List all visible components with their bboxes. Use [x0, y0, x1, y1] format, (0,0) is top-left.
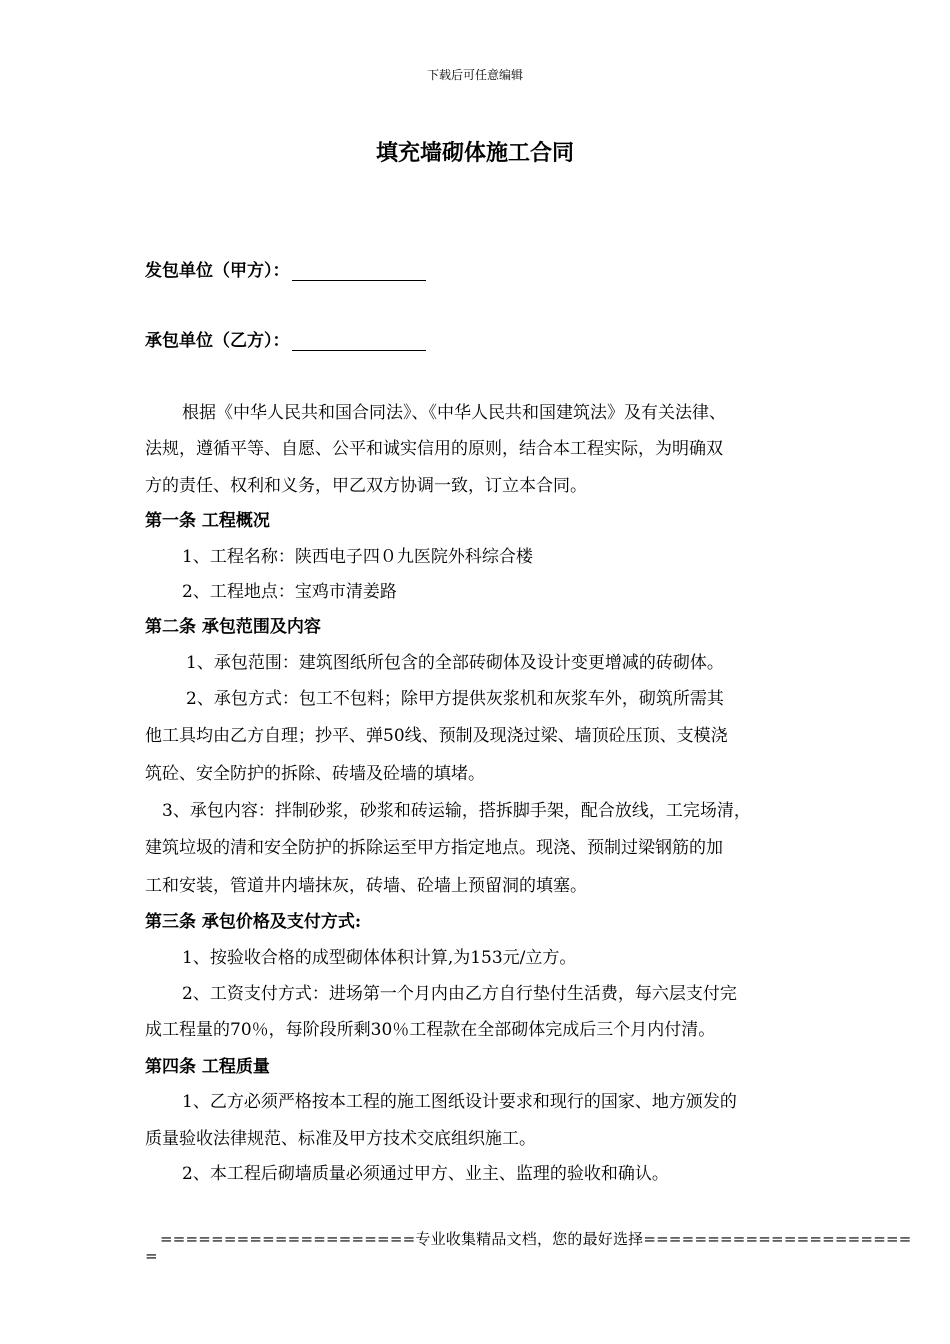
body-line: 2、本工程后砌墙质量必须通过甲方、业主、监理的验收和确认。	[182, 1164, 669, 1184]
body-line: 方的责任、权利和义务，甲乙双方协调一致，订立本合同。	[145, 476, 587, 496]
document-title: 填充墙砌体施工合同	[375, 140, 574, 166]
body-line: 2、工资支付方式：进场第一个月内由乙方自行垫付生活费，每六层支付完	[182, 984, 737, 1004]
footer-banner: ====================专业收集精品文档，您的最好选择=====================	[160, 1230, 912, 1248]
body-line: 工和安装，管道井内墙抹灰，砖墙、砼墙上预留洞的填塞。	[145, 876, 587, 896]
body-line: 1、乙方必须严格按本工程的施工图纸设计要求和现行的国家、地方颁发的	[182, 1092, 737, 1112]
party-a-blank	[292, 262, 426, 281]
party-b-label: 承包单位（乙方）：	[145, 331, 290, 351]
body-line: 质量验收法律规范、标准及甲方技术交底组织施工。	[145, 1129, 536, 1149]
section-heading-1: 第一条 工程概况	[145, 511, 270, 531]
body-line: 1、工程名称：陕西电子四０九医院外科综合楼	[182, 547, 533, 567]
body-line: 1、按验收合格的成型砌体体积计算,为153元/立方。	[182, 948, 577, 968]
body-line: 根据《中华人民共和国合同法》、《中华人民共和国建筑法》及有关法律、	[182, 403, 726, 423]
body-line: 筑砼、安全防护的拆除、砖墙及砼墙的填堵。	[145, 764, 485, 784]
body-line: 法规，遵循平等、自愿、公平和诚实信用的原则，结合本工程实际，为明确双	[145, 439, 723, 459]
section-heading-3: 第三条 承包价格及支付方式:	[145, 912, 362, 932]
body-line: 2、承包方式：包工不包料；除甲方提供灰浆机和灰浆车外，砌筑所需其	[186, 689, 724, 709]
section-heading-4: 第四条 工程质量	[145, 1057, 270, 1077]
party-b-blank	[292, 332, 426, 351]
party-b-row	[145, 326, 426, 351]
header-note: 下载后可任意编辑	[426, 68, 523, 82]
party-a-label: 发包单位（甲方）：	[145, 261, 290, 281]
party-a-row	[145, 256, 426, 281]
body-line: 建筑垃圾的清和安全防护的拆除运至甲方指定地点。现浇、预制过梁钢筋的加	[145, 838, 723, 858]
body-line: 2、工程地点：宝鸡市清姜路	[182, 582, 397, 602]
section-heading-2: 第二条 承包范围及内容	[145, 617, 321, 637]
footer-banner-wrap: =	[145, 1247, 158, 1265]
body-line: 1、承包范围：建筑图纸所包含的全部砖砌体及设计变更增减的砖砌体。	[186, 653, 724, 673]
body-line: 成工程量的70％，每阶段所剩30％工程款在全部砌体完成后三个月内付清。	[145, 1020, 716, 1040]
body-line: 他工具均由乙方自理；抄平、弹50线、预制及现浇过梁、墙顶砼压顶、支模浇	[145, 726, 728, 746]
body-line: 3、承包内容：拌制砂浆，砂浆和砖运输，搭拆脚手架，配合放线，工完场清，	[162, 801, 751, 821]
